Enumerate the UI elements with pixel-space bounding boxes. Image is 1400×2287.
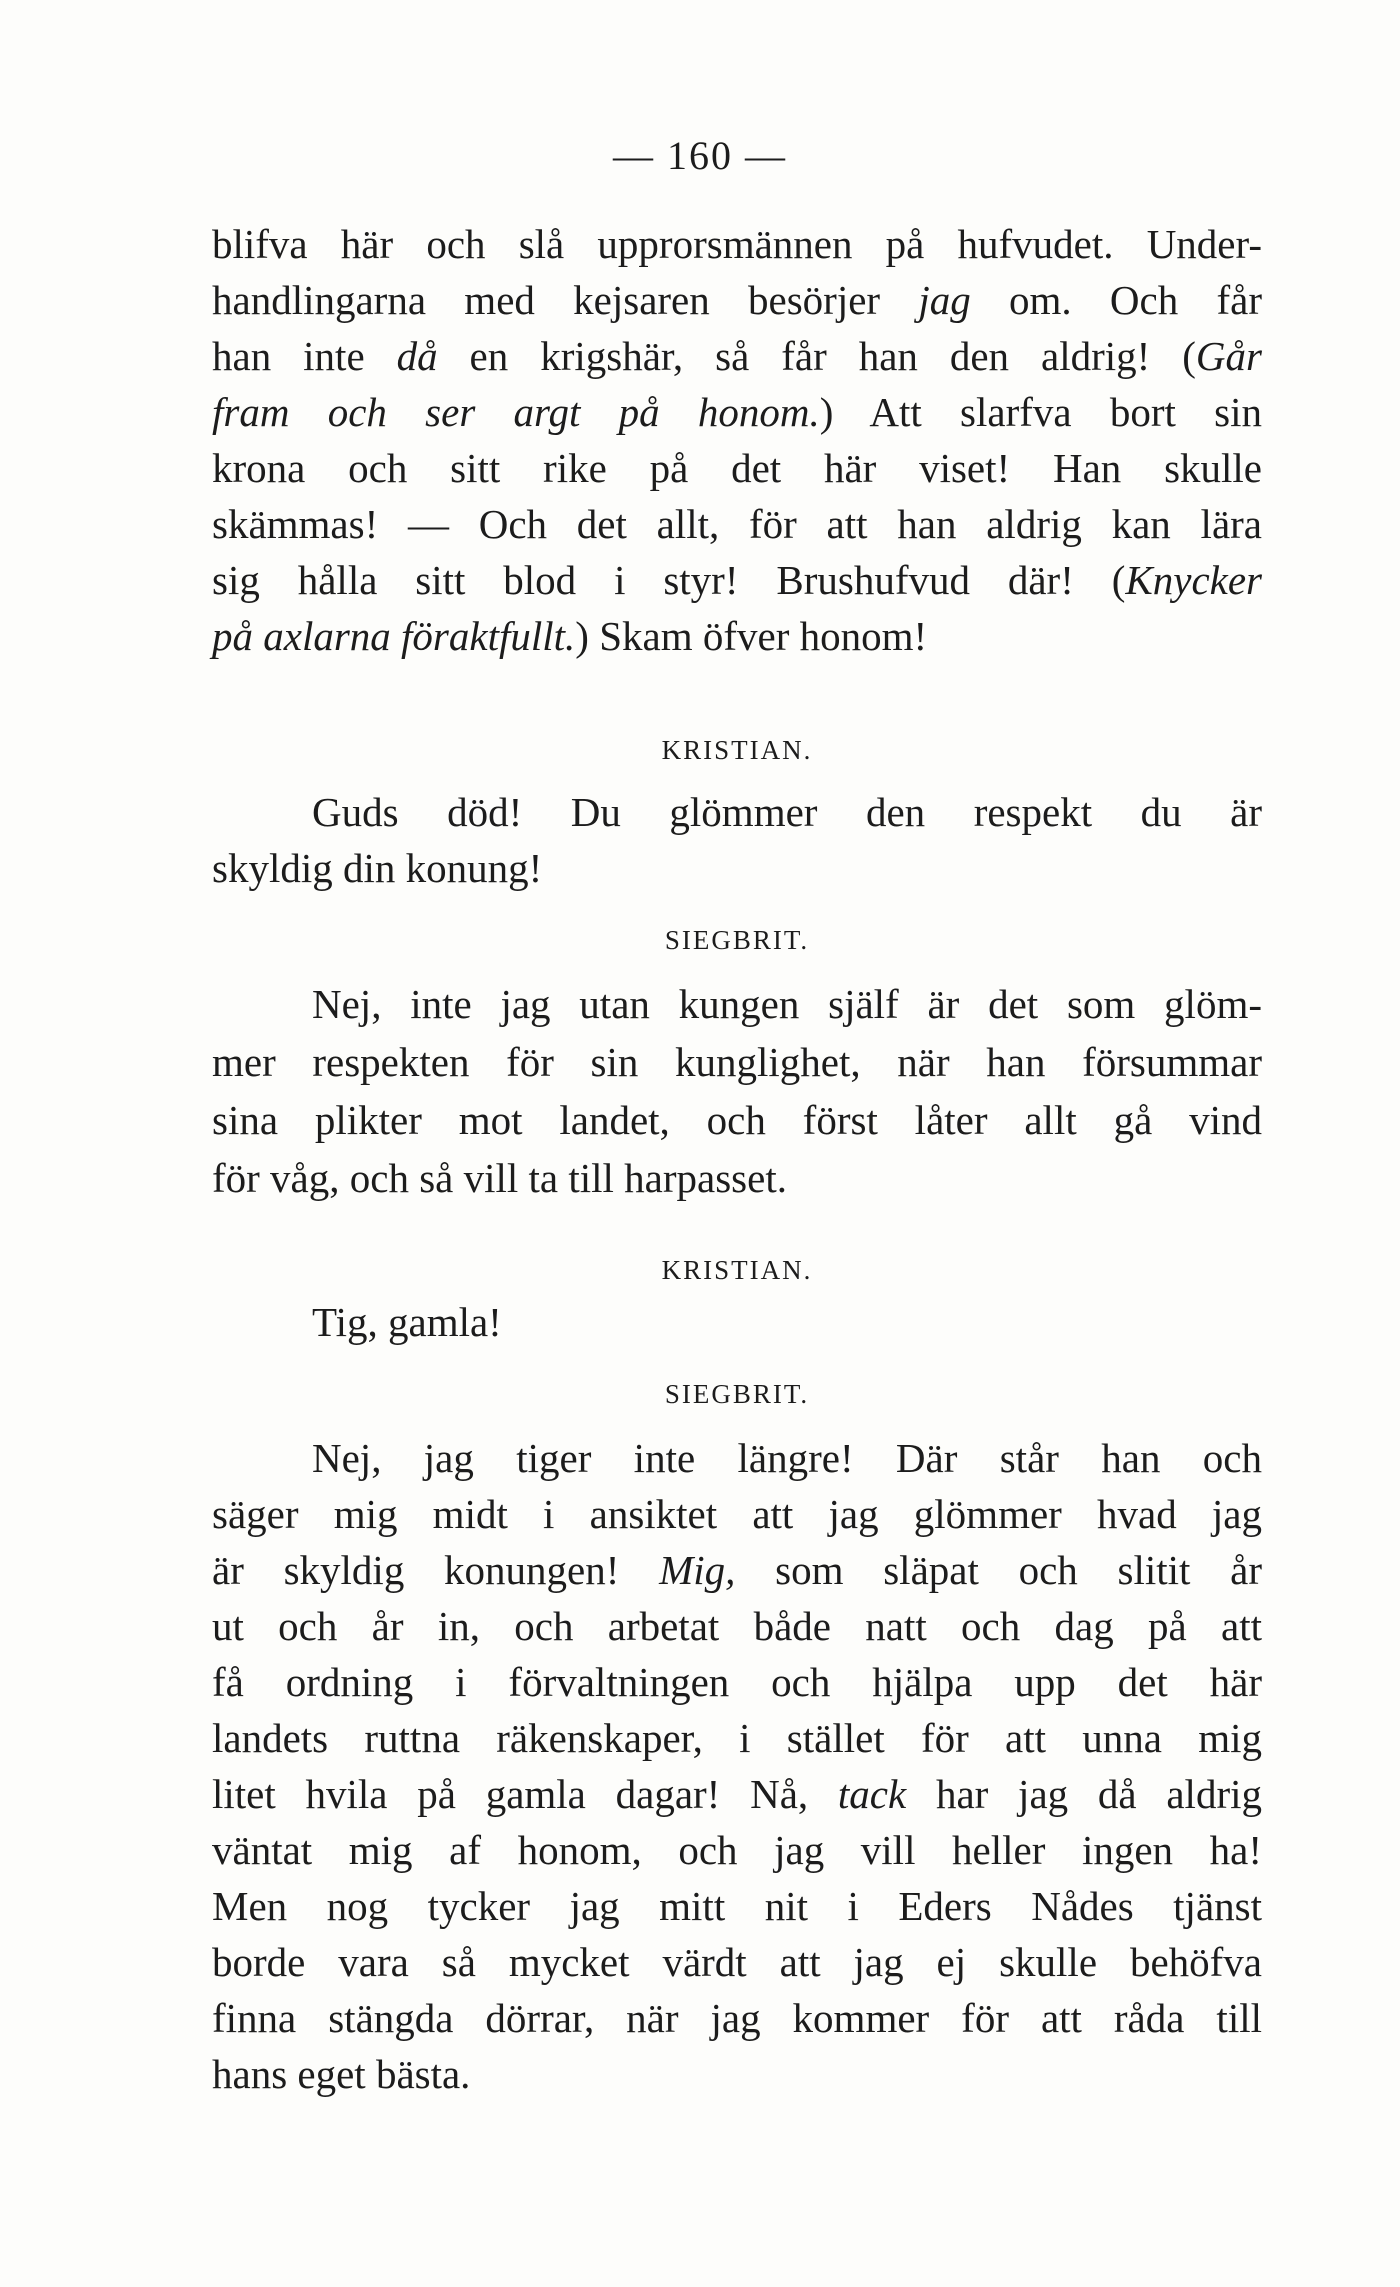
text-line (312, 1294, 1262, 1350)
text-span: om. Och får (970, 277, 1263, 323)
text-span: få ordning i förvaltningen och hjälpa upp det här (212, 1659, 1262, 1705)
text-span: hans eget bästa. (212, 2051, 471, 2097)
text-line (212, 216, 1262, 272)
text-line (212, 1934, 1262, 1990)
text-span: har jag då aldrig (906, 1771, 1262, 1817)
text-span: mer respekten för sin kunglighet, när han försummar (212, 1039, 1262, 1085)
text-span: Men nog tycker jag mitt nit i Eders Nådes tjänst (212, 1883, 1262, 1929)
text-line (212, 1092, 1262, 1148)
text-span: han inte (212, 333, 397, 379)
italic-text: då (396, 333, 438, 379)
italic-text: Mig, (659, 1547, 736, 1593)
text-span: är skyldig konungen! (212, 1547, 660, 1593)
text-span: handlingarna med kejsaren besörjer (212, 277, 919, 323)
speaker-name: KRISTIAN. (661, 735, 813, 765)
text-line (212, 496, 1262, 552)
text-span: väntat mig af honom, och jag vill heller ingen ha! (212, 1827, 1262, 1873)
text-span: skämmas! — Och det allt, för att han aldrig kan lära (212, 501, 1262, 547)
text-span: ut och år in, och arbetat både natt och dag på att (212, 1603, 1262, 1649)
text-line (212, 1034, 1262, 1090)
text-line (212, 1486, 1262, 1542)
italic-text: fram och ser argt på honom. (212, 389, 820, 435)
speaker-name: KRISTIAN. (661, 1255, 813, 1285)
text-span: ) Att slarfva bort sin (819, 389, 1262, 435)
text-span: Guds död! Du glömmer den respekt du är (312, 789, 1262, 835)
text-line (212, 552, 1262, 608)
text-line (212, 1710, 1262, 1766)
italic-text: på axlarna föraktfullt. (212, 613, 576, 659)
text-line (212, 1542, 1262, 1598)
text-line (212, 384, 1262, 440)
text-span: ) Skam öfver honom! (575, 613, 928, 659)
page-number: — 160 — (613, 133, 787, 178)
text-span: för våg, och så vill ta till harpasset. (212, 1155, 787, 1201)
text-span: litet hvila på gamla dagar! Nå, (212, 1771, 838, 1817)
text-span: krona och sitt rike på det här viset! Han skulle (212, 445, 1262, 491)
text-line (312, 976, 1262, 1032)
text-line (312, 784, 1262, 840)
text-line (212, 1150, 1262, 1206)
speaker-name: SIEGBRIT. (664, 1379, 810, 1409)
italic-text: jag (918, 277, 971, 323)
text-span: finna stängda dörrar, när jag kommer för att råda till (212, 1995, 1262, 2041)
text-line (212, 328, 1262, 384)
text-line (212, 272, 1262, 328)
text-line (212, 1654, 1262, 1710)
text-span: som släpat och slitit år (735, 1547, 1262, 1593)
text-line (312, 1430, 1262, 1486)
text-line (212, 1878, 1262, 1934)
italic-text: Knycker (1125, 557, 1262, 603)
text-line (212, 840, 1262, 896)
text-span: landets ruttna räkenskaper, i stället för att unna mig (212, 1715, 1262, 1761)
italic-text: Går (1195, 333, 1262, 379)
text-line (212, 1598, 1262, 1654)
text-span: en krigshär, så får han den aldrig! ( (437, 333, 1196, 379)
text-line (212, 1990, 1262, 2046)
text-span: blifva här och slå upprorsmännen på hufvudet. Under- (212, 221, 1262, 267)
italic-text: tack (837, 1771, 907, 1817)
text-line (212, 1822, 1262, 1878)
text-span: Nej, inte jag utan kungen själf är det som glöm- (312, 981, 1262, 1027)
text-span: Nej, jag tiger inte längre! Där står han och (312, 1435, 1262, 1481)
text-span: skyldig din konung! (212, 845, 543, 891)
text-span: säger mig midt i ansiktet att jag glömmer hvad jag (212, 1491, 1262, 1537)
text-line (212, 440, 1262, 496)
text-span: sina plikter mot landet, och först låter allt gå vind (212, 1097, 1262, 1143)
speaker-name: SIEGBRIT. (664, 925, 810, 955)
text-span: Tig, gamla! (312, 1299, 502, 1345)
text-span: sig hålla sitt blod i styr! Brushufvud där! ( (212, 557, 1126, 603)
text-line (212, 2046, 1262, 2102)
text-line (212, 1766, 1262, 1822)
text-line (212, 608, 1262, 664)
text-span: borde vara så mycket värdt att jag ej skulle behöfva (212, 1939, 1262, 1985)
